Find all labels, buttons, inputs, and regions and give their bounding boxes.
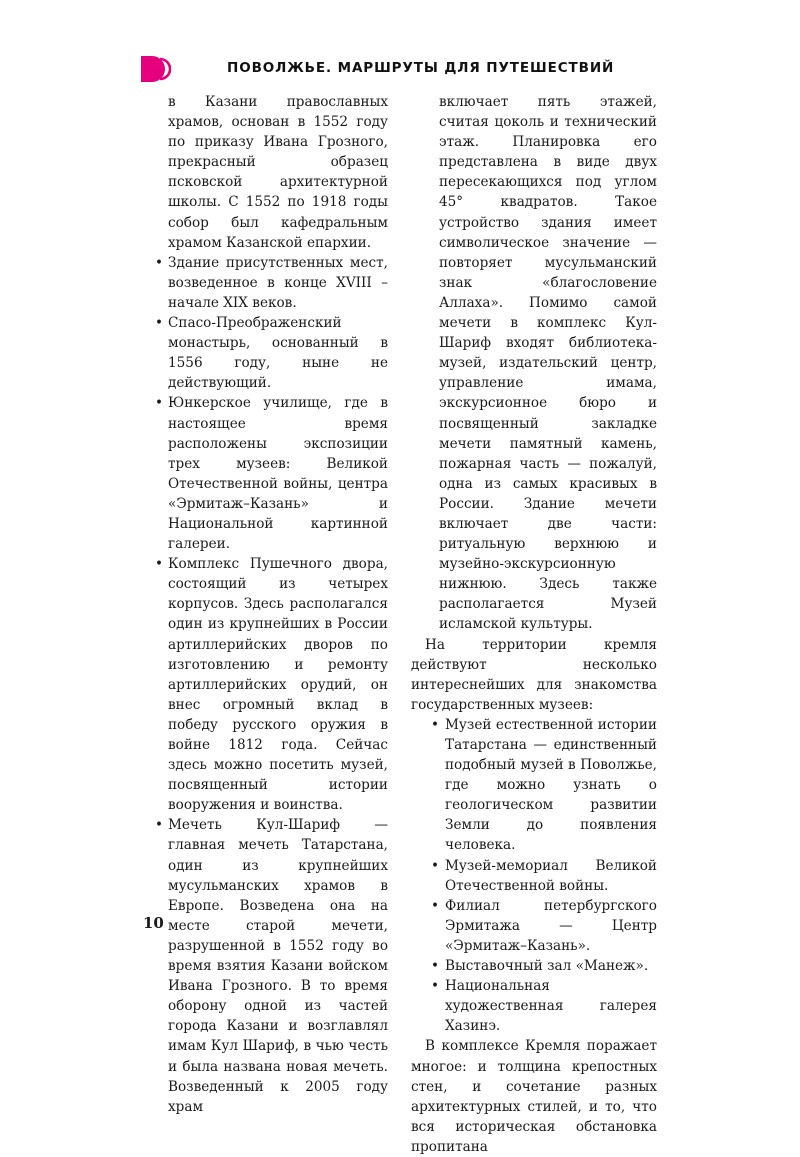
museums-intro-paragraph: На территории кремля действуют несколько интереснейших для знакомства государственных музеев: <box>411 636 657 713</box>
left-bullet-list <box>152 253 388 1117</box>
list-item: • Юнкерское училище, где в настоящее время расположены экспозиции трех музеев: Великой Отечественной войны, центра «Эрмитаж–Казань» и Национальной картинной галереи. <box>152 393 388 554</box>
list-item: • Музей естественной истории Татарстана — единственный подобный музей в Поволжье, где можно узнать о геологическом развитии Земли до появления человека. <box>411 715 657 856</box>
list-item: • Музей-мемориал Великой Отечественной войны. <box>411 856 657 896</box>
running-title: ПОВОЛЖЬЕ. МАРШРУТЫ ДЛЯ ПУТЕШЕСТВИЙ <box>227 60 615 76</box>
left-continuation-paragraph: в Казани православных храмов, основан в 1552 году по приказу Ивана Грозного, прекрасный образец псковской архитектурной школы. С 1552 по 1918 годы собор был кафедральным храмом Казанской епархии. <box>168 94 388 251</box>
right-column <box>411 92 657 1157</box>
list-item: • Комплекс Пушечного двора, состоящий из четырех корпусов. Здесь располагался один из крупнейших в России артиллерийских дворов по изготовлению и ремонту артиллерийских орудий, он внес огромный вклад в победу русского оружия в войне 1812 года. Сейчас здесь можно посетить музей, посвященный истории вооружения и воинства. <box>152 554 388 815</box>
museum-bullet-list <box>411 715 657 1037</box>
list-item: • Филиал петербургского Эрмитажа — Центр «Эрмитаж–Казань». <box>411 896 657 956</box>
closing-paragraph: В комплексе Кремля поражает многое: и толщина крепостных стен, и сочетание разных архитектурных стилей, и то, что вся историческая обстановка пропитана <box>411 1038 657 1155</box>
page-number: 10 <box>143 914 164 932</box>
list-item: • Мечеть Кул-Шариф — главная мечеть Татарстана, один из крупнейших мусульманских храмов в Европе. Возведена она на месте старой мечети, разрушенной в 1552 году во время взятия Казани войском Ивана Грозного. В то время оборону одной из частей города Казани и возглавлял имам Кул Шариф, в чью честь и была названа новая мечеть. Возведенный к 2005 году храм <box>152 815 388 1116</box>
left-column <box>152 92 388 1117</box>
list-item: • Выставочный зал «Манеж». <box>411 956 657 976</box>
list-item: • Национальная художественная галерея Хазинэ. <box>411 976 657 1036</box>
page-header <box>0 0 800 100</box>
list-item: • Здание присутственных мест, возведенное в конце XVIII – начале XIX веков. <box>152 253 388 313</box>
brand-mark-icon <box>141 56 171 82</box>
right-continuation-paragraph: включает пять этажей, считая цоколь и технический этаж. Планировка его представлена в виде двух пересекающихся под углом 45° квадратов. Такое устройство здания имеет символическое значение — повторяет мусульманский знак «благословение Аллаха». Помимо самой мечети в комплекс Кул-Шариф входят библиотека-музей, издательский центр, управление имама, экскурсионное бюро и посвященный закладке мечети памятный камень, пожарная часть — пожалуй, одна из самых красивых в России. Здание мечети включает две части: ритуальную верхнюю и музейно-экскурсионную нижнюю. Здесь также располагается Музей исламской культуры. <box>439 94 657 633</box>
list-item: • Спасо-Преображенский монастырь, основанный в 1556 году, ныне не действующий. <box>152 313 388 393</box>
